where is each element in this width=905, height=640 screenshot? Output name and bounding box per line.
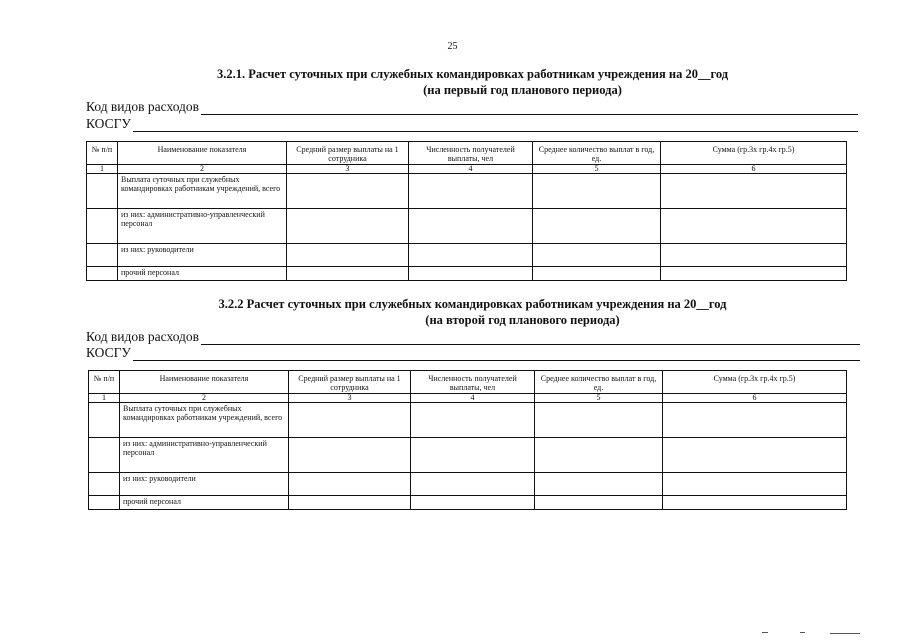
table-row [87,267,847,281]
header-avg-payment: Средний размер выплаты на 1 сотрудника [289,371,411,394]
table-cell[interactable] [663,496,847,510]
table-row [87,244,847,267]
row-label: из них: руководители [120,473,289,496]
header-row [89,371,847,394]
column-number: 3 [287,165,409,174]
table-cell[interactable] [409,267,533,281]
header-sum: Сумма (гр.3х гр.4х гр.5) [663,371,847,394]
table-cell[interactable] [409,244,533,267]
section-title-main: 3.2.1. Расчет суточных при служебных командировках работникам учреждения на 20__год [216,67,729,81]
table-row [89,403,847,438]
table-cell[interactable] [411,403,535,438]
header-avg-payment: Средний размер выплаты на 1 сотрудника [287,142,409,165]
table-cell[interactable] [411,496,535,510]
page-number: 25 [447,41,458,52]
table-cell[interactable] [289,496,411,510]
scan-mark [762,632,768,633]
section-title [0,296,905,328]
header-name: Наименование показателя [118,142,287,165]
column-number: 6 [661,165,847,174]
table-cell[interactable] [533,267,661,281]
table-cell[interactable] [535,403,663,438]
row-label: прочий персонал [118,267,287,281]
table-cell[interactable] [533,174,661,209]
header-name: Наименование показателя [120,371,289,394]
expense-code-label: Код видов расходов [86,329,200,344]
column-number-row [89,394,847,403]
table-row [87,209,847,244]
table-cell[interactable] [533,209,661,244]
expense-code-line [201,102,858,115]
row-label: Выплата суточных при служебных командировках работникам учреждений, всего [120,403,289,438]
table-cell[interactable] [409,209,533,244]
table-cell[interactable] [411,473,535,496]
table-cell[interactable] [535,438,663,473]
table-cell[interactable] [409,174,533,209]
table-cell[interactable] [287,244,409,267]
row-label: из них: руководители [118,244,287,267]
table-row [89,496,847,510]
header-num: № п/п [87,142,118,165]
table-cell[interactable] [663,403,847,438]
row-label: из них: административно-управленческий персонал [120,438,289,473]
table-cell[interactable] [533,244,661,267]
kosgu-label: КОСГУ [86,345,131,360]
column-number: 2 [120,394,289,403]
table-row [87,174,847,209]
section-title-sub: (на второй год планового периода) [425,313,620,327]
column-number: 1 [89,394,120,403]
column-number: 1 [87,165,118,174]
kosgu-field [86,116,858,132]
table-cell[interactable] [287,174,409,209]
row-label: Выплата суточных при служебных командировках работникам учреждений, всего [118,174,287,209]
column-number: 2 [118,165,287,174]
table-cell[interactable] [661,209,847,244]
header-num: № п/п [89,371,120,394]
column-number: 5 [535,394,663,403]
expense-code-line [201,332,860,345]
column-number: 4 [409,165,533,174]
kosgu-field [86,345,860,361]
expense-code-field [86,329,860,345]
header-recipients: Численность получателей выплаты, чел [409,142,533,165]
column-number: 4 [411,394,535,403]
table-cell[interactable] [287,209,409,244]
table-cell[interactable] [661,267,847,281]
scan-mark [830,633,860,634]
table-cell[interactable] [411,438,535,473]
column-number: 5 [533,165,661,174]
header-row [87,142,847,165]
table-cell[interactable] [287,267,409,281]
expense-code-label: Код видов расходов [86,99,200,114]
table-cell[interactable] [535,473,663,496]
table-cell[interactable] [289,473,411,496]
table-cell[interactable] [661,244,847,267]
expense-code-field [86,99,858,115]
table-cell[interactable] [535,496,663,510]
table-cell[interactable] [663,438,847,473]
header-recipients: Численность получателей выплаты, чел [411,371,535,394]
header-payments-per-year: Среднее количество выплат в год, ед. [533,142,661,165]
kosgu-line [133,119,858,132]
header-payments-per-year: Среднее количество выплат в год, ед. [535,371,663,394]
table-cell[interactable] [289,403,411,438]
kosgu-line [133,348,860,361]
column-number: 6 [663,394,847,403]
section-title-sub: (на первый год планового периода) [423,83,622,97]
table-row [89,438,847,473]
row-label: прочий персонал [120,496,289,510]
column-number: 3 [289,394,411,403]
table-cell[interactable] [289,438,411,473]
table-cell[interactable] [661,174,847,209]
table-cell[interactable] [663,473,847,496]
column-number-row [87,165,847,174]
per-diem-table-year2 [88,370,847,510]
header-sum: Сумма (гр.3х гр.4х гр.5) [661,142,847,165]
section-title [0,66,905,98]
section-title-main: 3.2.2 Расчет суточных при служебных командировках работникам учреждения на 20__год [218,297,727,311]
table-row [89,473,847,496]
kosgu-label: КОСГУ [86,116,131,131]
per-diem-table-year1 [86,141,847,281]
row-label: из них: административно-управленческий персонал [118,209,287,244]
scan-mark [800,632,805,633]
